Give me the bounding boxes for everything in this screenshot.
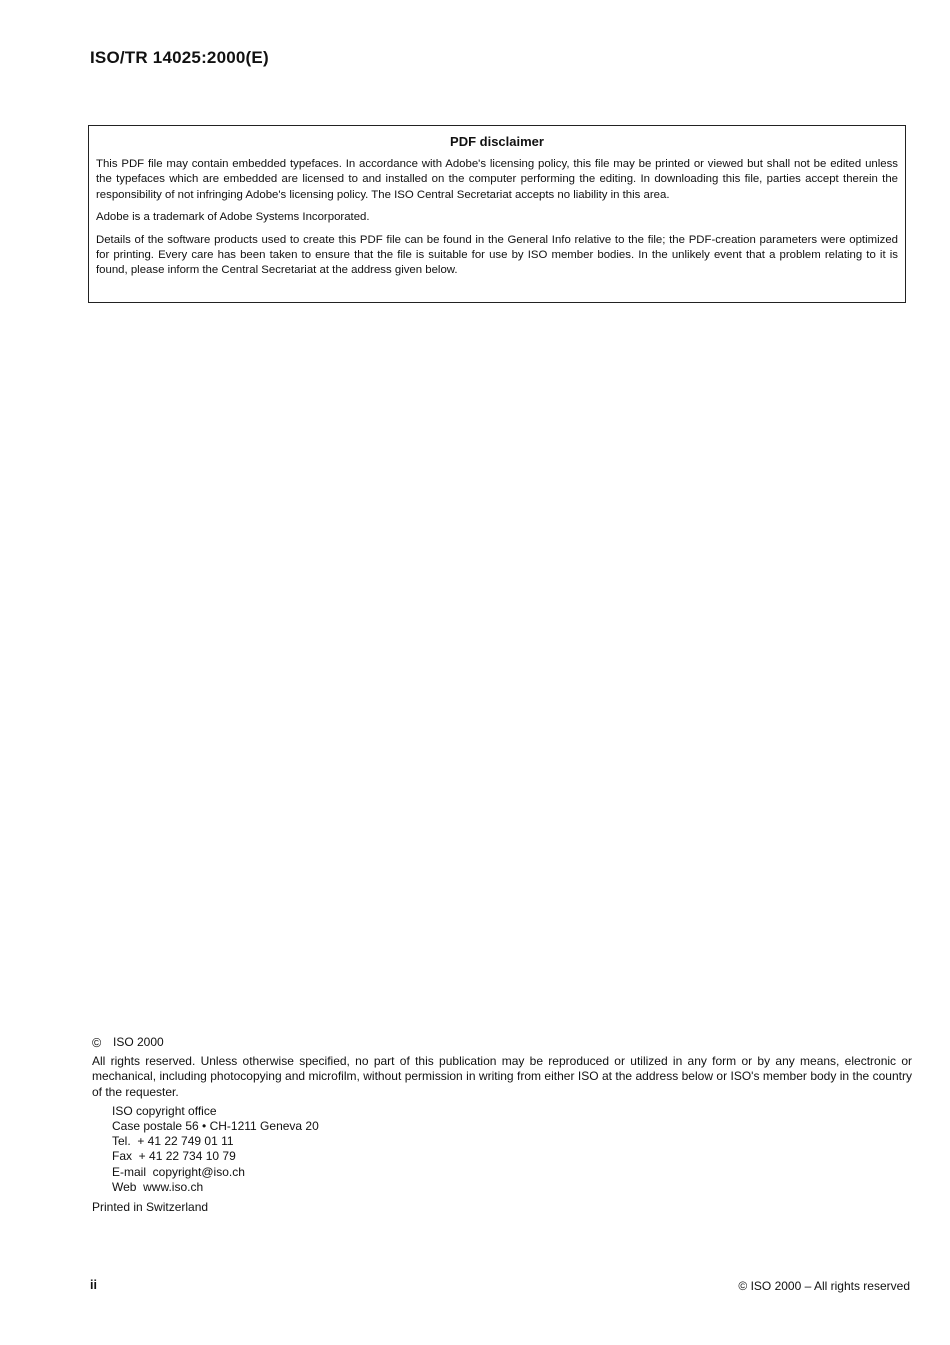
disclaimer-paragraph-trademark: Adobe is a trademark of Adobe Systems Incorporated. [96, 211, 370, 224]
address-line-tel: Tel. + 41 22 749 01 11 [112, 1134, 234, 1149]
address-line-office: ISO copyright office [112, 1103, 217, 1118]
copyright-block [92, 1035, 912, 1215]
pdf-disclaimer-box [88, 125, 906, 303]
address-line-web: Web www.iso.ch [112, 1179, 204, 1194]
printed-in: Printed in Switzerland [92, 1200, 209, 1215]
disclaimer-paragraph-typefaces: This PDF file may contain embedded typefaces. In accordance with Adobe's licensing policy, this file may be printed or viewed but shall not be edited unless the typefaces which are embedded are licensed to and installed on the computer performing the editing. In downloading this file, parties accept therein the responsibility of not infringing Adobe's licensing policy. The ISO Central Secretariat accepts no liability in this area. [96, 158, 898, 201]
address-line-postal: Case postale 56 • CH-1211 Geneva 20 [112, 1119, 319, 1134]
address-line-email: E-mail copyright@iso.ch [112, 1164, 245, 1179]
copyright-office-address [112, 1104, 912, 1195]
copyright-icon: © [92, 1035, 102, 1050]
disclaimer-paragraph-details: Details of the software products used to create this PDF file can be found in the General Info relative to the file; the PDF-creation parameters were optimized for printing. Every care has been taken to ensure that the file is suitable for use by ISO member bodies. In the unlikely event that a problem relating to it is found, please inform the Central Secretariat at the address given below. [96, 233, 898, 277]
footer-rights: © ISO 2000 – All rights reserved [738, 1279, 910, 1293]
page-number: ii [90, 1278, 97, 1292]
rights-reserved-text: All rights reserved. Unless otherwise specified, no part of this publication may be reproduced or utilized in any form or by any means, electronic or mechanical, including photocopying and microfilm, without permission in writing from either ISO at the address below or ISO's member body in the country of the requester. [92, 1054, 912, 1099]
address-line-fax: Fax + 41 22 734 10 79 [112, 1149, 236, 1164]
document-title: ISO/TR 14025:2000(E) [90, 48, 269, 67]
disclaimer-title: PDF disclaimer [450, 134, 544, 149]
copyright-year-line [92, 1035, 912, 1050]
copyright-year: ISO 2000 [113, 1035, 164, 1049]
